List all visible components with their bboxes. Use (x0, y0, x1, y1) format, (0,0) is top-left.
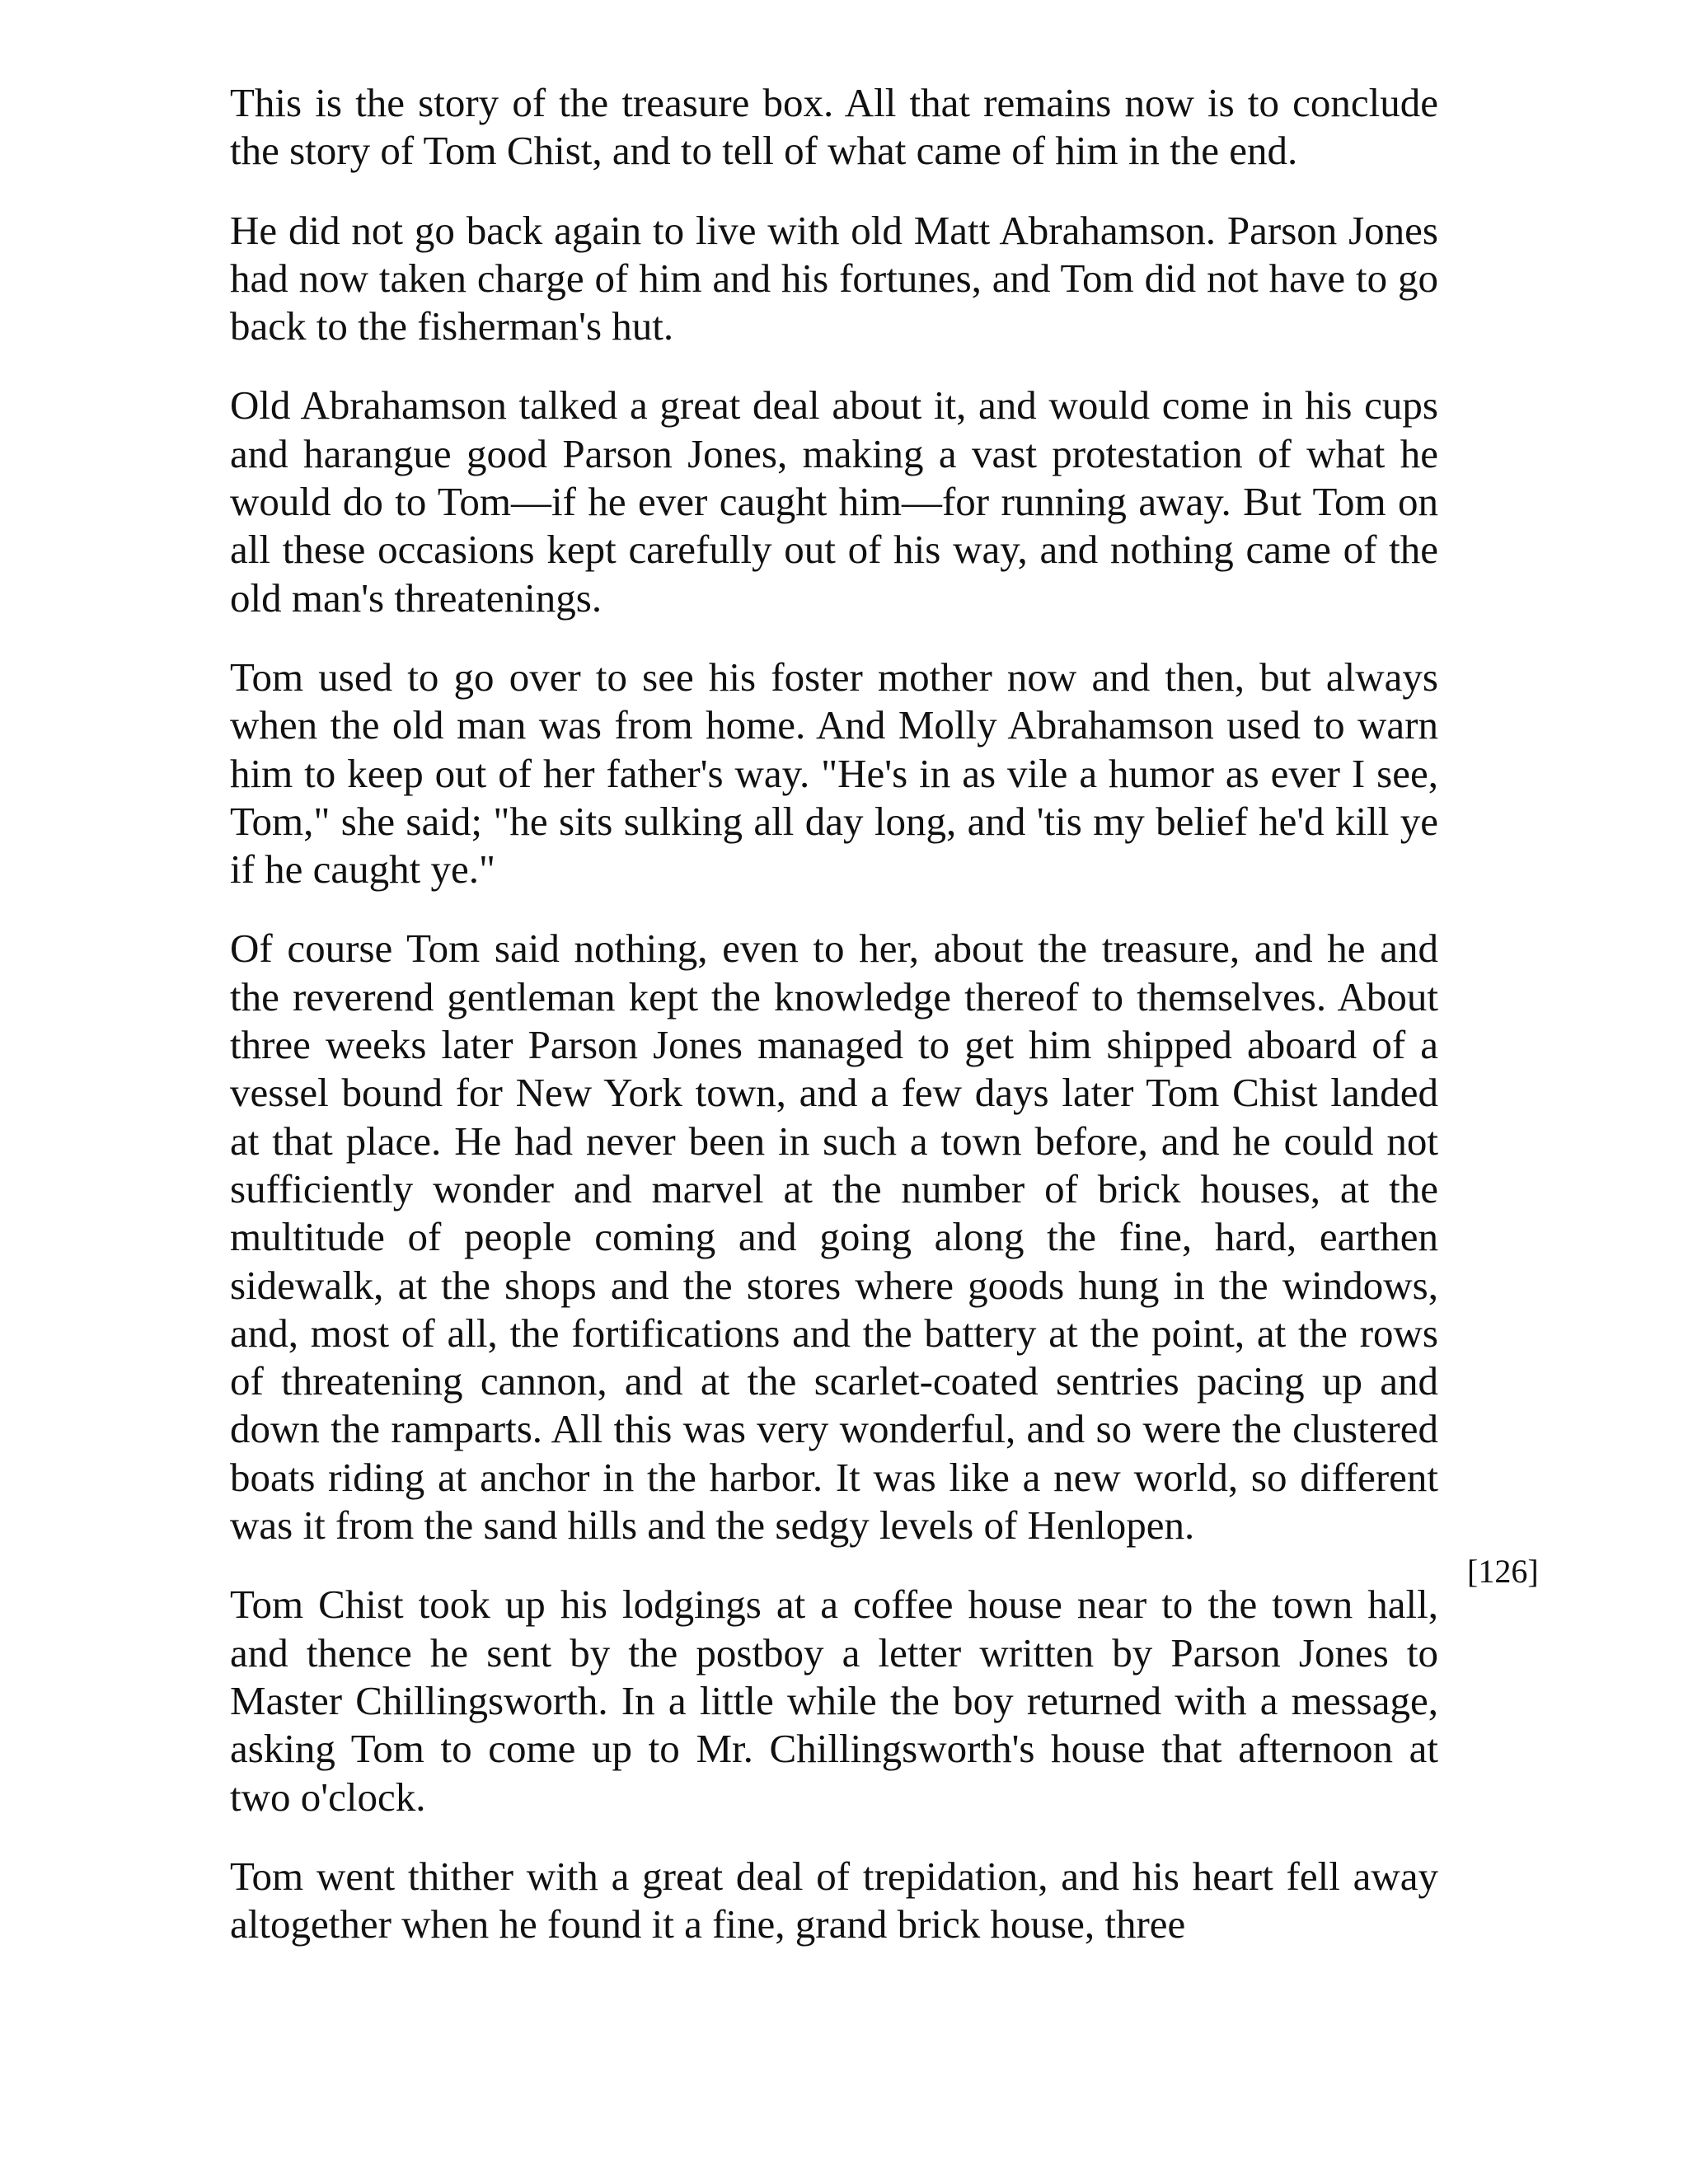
page-number: [126] (1467, 1553, 1539, 1590)
paragraph-4: Tom used to go over to see his foster mother now and then, but always when the old man was from home. And Molly Abrahamson used to warn him to keep out of her father's way. "He's in as vile a humor as ever I see, Tom," she said; "he sits sulking all day long, and 'tis my belief he'd kill ye if he caught ye." (230, 654, 1438, 893)
paragraph-1: This is the story of the treasure box. All that remains now is to conclude the story of Tom Chist, and to tell of what came of him in the end. (230, 80, 1438, 174)
paragraph-3: Old Abrahamson talked a great deal about it, and would come in his cups and harangue good Parson Jones, making a vast protestation of what he would do to Tom—if he ever caught him—for running away. But Tom on all these occasions kept carefully out of his way, and nothing came of the old man's threatenings. (230, 382, 1438, 621)
body-text (230, 79, 1438, 1980)
paragraph-6: Tom Chist took up his lodgings at a coffee house near to the town hall, and thence he sent by the postboy a letter written by Parson Jones to Master Chillingsworth. In a little while the boy returned with a message, asking Tom to come up to Mr. Chillingsworth's house that afternoon at two o'clock. (230, 1582, 1438, 1820)
paragraph-2: He did not go back again to live with old Matt Abrahamson. Parson Jones had now taken charge of him and his fortunes, and Tom did not have to go back to the fisherman's hut. (230, 207, 1438, 349)
paragraph-5: Of course Tom said nothing, even to her, about the treasure, and he and the reverend gentleman kept the knowledge thereof to themselves. About three weeks later Parson Jones managed to get him shipped aboard of a vessel bound for New York town, and a few days later Tom Chist landed at that place. He had never been in such a town before, and he could not sufficiently wonder and marvel at the number of brick houses, at the multitude of people coming and going along the fine, hard, earthen sidewalk, at the shops and the stores where goods hung in the windows, and, most of all, the fortifications and the battery at the point, at the rows of threatening cannon, and at the scarlet-coated sentries pacing up and down the ramparts. All this was very wonderful, and so were the clustered boats riding at anchor in the harbor. It was like a new world, so different was it from the sand hills and the sedgy levels of Henlopen. (230, 926, 1438, 1549)
paragraph-7: Tom went thither with a great deal of trepidation, and his heart fell away altogether when he found it a fine, grand brick house, three (230, 1853, 1438, 1947)
